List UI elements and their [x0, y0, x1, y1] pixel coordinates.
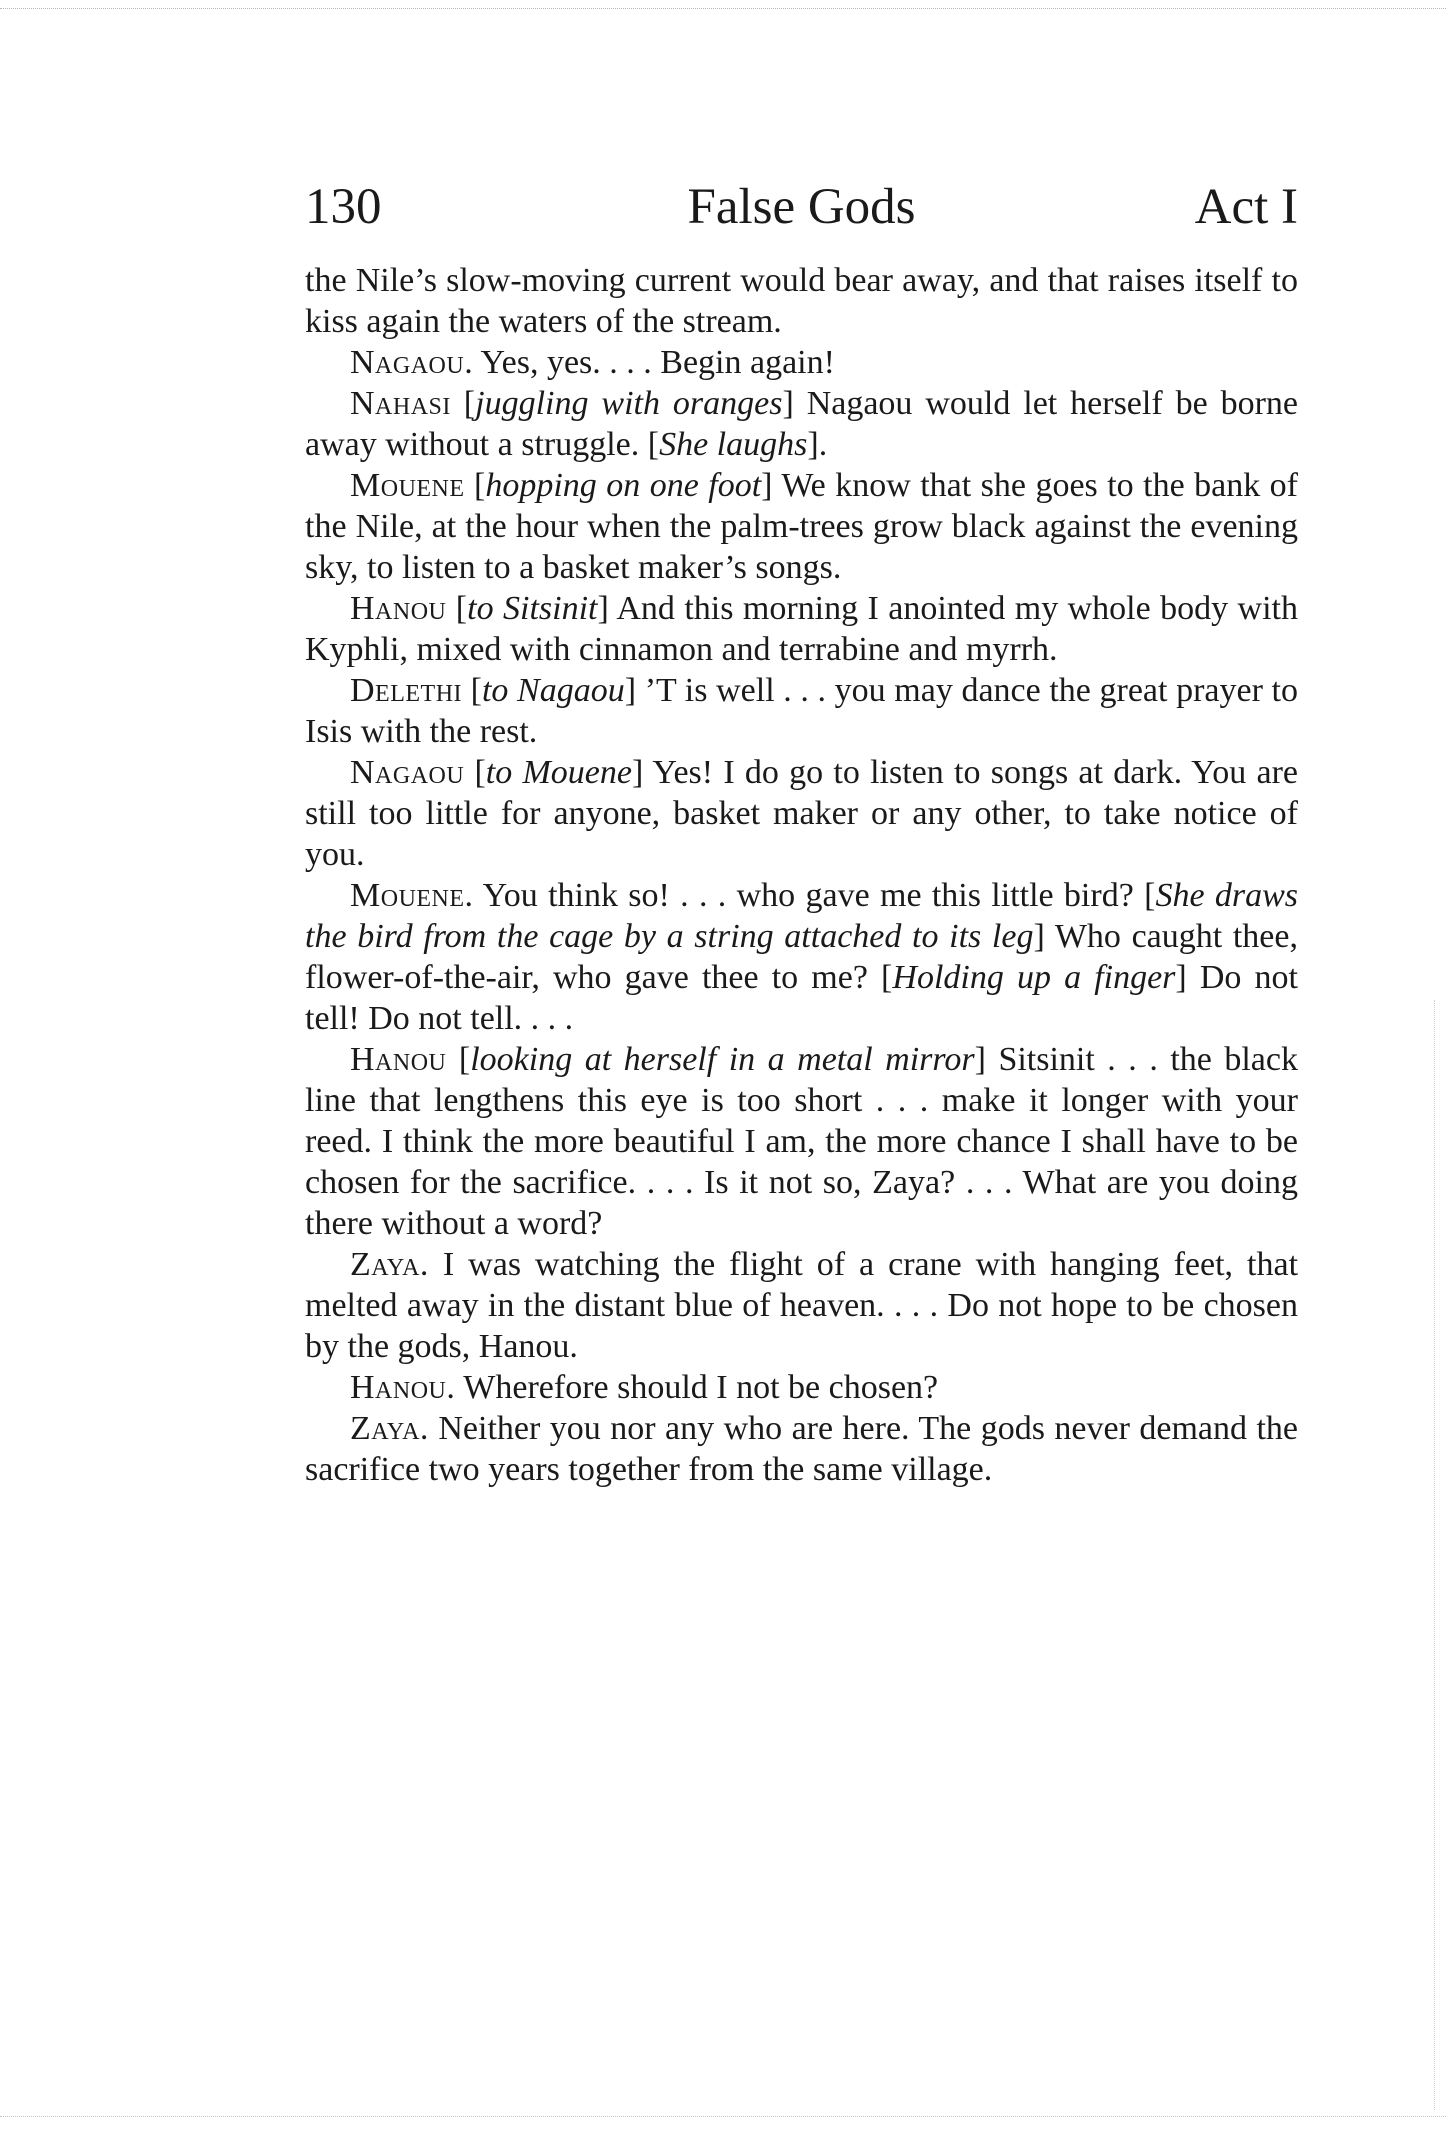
speaker-name: Nagaou: [350, 754, 465, 791]
stage-direction: to Sitsinit: [467, 590, 598, 627]
speech-text: ’T is well . . . you may dance the great prayer to Isis with the rest.: [305, 672, 1299, 750]
speech-text: Wherefore should I not be chosen?: [463, 1369, 939, 1406]
speaker-name: Zaya.: [350, 1246, 429, 1283]
speech-text: Do not tell! Do not tell. . . .: [305, 959, 1298, 1037]
speaker-name: Nagaou.: [350, 344, 474, 381]
speech-text: Sitsinit . . . the black line that lengthens this eye is too short . . . make it longer with your reed. I think the more beautiful I am, the more chance I shall have to be chosen for the sacrifice. . . . Is it not so, Zaya? . . . What are you doing there without a word?: [305, 1041, 1298, 1242]
stage-direction: Holding up a finger: [892, 959, 1176, 996]
speech-mouene-1: Mouene [hopping on one foot] We know that she goes to the bank of the Nile, at the hour when the palm-trees grow black against the evening sky, to listen to a basket maker’s songs.: [305, 467, 1298, 586]
stage-direction: juggling with oranges: [475, 385, 783, 422]
speaker-name: Mouene: [350, 467, 465, 504]
speech-text: Neither you nor any who are here. The gods never demand the sacrifice two years together from the same village.: [305, 1410, 1299, 1488]
stage-direction: hopping on one foot: [485, 467, 762, 504]
scan-edge-bottom: [0, 2116, 1446, 2117]
speech-hanou-3: [305, 1367, 1298, 1408]
speaker-name: Hanou: [350, 590, 447, 627]
speaker-name: Nahasi: [350, 385, 451, 422]
running-title: False Gods: [687, 179, 916, 235]
opening-lines: the Nile’s slow-moving current would bear away, and that raises itself to kiss again the waters of the stream.: [305, 262, 1298, 340]
scan-edge-top: [0, 8, 1446, 9]
speech-text: Yes! I do go to listen to songs at dark. You are still too little for anyone, basket maker or any other, to take notice of you.: [305, 754, 1299, 873]
stage-direction: to Nagaou: [481, 672, 625, 709]
speech-text: We know that she goes to the bank of the Nile, at the hour when the palm-trees grow black against the evening sky, to listen to a basket maker’s songs.: [305, 467, 1298, 586]
speech-hanou-1: Hanou [to Sitsinit] And this morning I anointed my whole body with Kyphli, mixed with cinnamon and terrabine and myrrh.: [305, 590, 1298, 668]
speech-zaya-2: [305, 1408, 1298, 1490]
running-header: [305, 172, 1298, 242]
play-text: [305, 260, 1298, 1490]
stage-direction: She draws the bird from the cage by a string attached to its leg: [305, 877, 1298, 955]
punctuation: .: [818, 426, 828, 463]
act-label: Act I: [1194, 179, 1298, 235]
speaker-name: Delethi: [350, 672, 463, 709]
speech-nahasi: Nahasi [juggling with oranges] Nagaou would let herself be borne away without a struggle. [She laughs].: [305, 385, 1298, 463]
page-number: 130: [305, 179, 382, 235]
speech-nagaou-1: [305, 342, 1298, 383]
stage-direction: to Mouene: [485, 754, 632, 791]
speech-text: And this morning I anointed my whole body with Kyphli, mixed with cinnamon and terrabine and myrrh.: [305, 590, 1298, 668]
speech-text: Who caught thee, flower-of-the-air, who gave thee to me?: [305, 918, 1298, 996]
speaker-name: Zaya.: [350, 1410, 429, 1447]
speech-hanou-2: Hanou [looking at herself in a metal mirror] Sitsinit . . . the black line that lengthens this eye is too short . . . make it longer with your reed. I think the more beautiful I am, the more chance I shall have to be chosen for the sacrifice. . . . Is it not so, Zaya? . . . What are you doing there without a word?: [305, 1041, 1298, 1242]
speech-delethi: Delethi [to Nagaou] ’T is well . . . you may dance the great prayer to Isis with the rest.: [305, 672, 1299, 750]
speaker-name: Mouene.: [350, 877, 474, 914]
stage-direction: She laughs: [659, 426, 808, 463]
stage-direction: looking at herself in a metal mirror: [470, 1041, 975, 1078]
scan-edge-right: [1434, 1000, 1435, 2110]
speech-text: Yes, yes. . . . Begin again!: [480, 344, 835, 381]
speaker-name: Hanou.: [350, 1369, 456, 1406]
speech-mouene-2: Mouene. You think so! . . . who gave me this little bird? [She draws the bird from the cage by a string attached to its leg] Who caught thee, flower-of-the-air, who gave thee to me? [Holding up a finger] Do not tell! Do not tell. . . .: [305, 877, 1298, 1037]
speech-text: Nagaou would let herself be borne away without a struggle.: [305, 385, 1298, 463]
speech-text: I was watching the flight of a crane with hanging feet, that melted away in the distant blue of heaven. . . . Do not hope to be chosen by the gods, Hanou.: [305, 1246, 1299, 1365]
speech-text: You think so! . . . who gave me this little bird?: [482, 877, 1134, 914]
speech-zaya-1: [305, 1244, 1298, 1367]
speaker-name: Hanou: [350, 1041, 447, 1078]
speech-nagaou-2: Nagaou [to Mouene] Yes! I do go to listen to songs at dark. You are still too little for anyone, basket maker or any other, to take notice of you.: [305, 754, 1299, 873]
